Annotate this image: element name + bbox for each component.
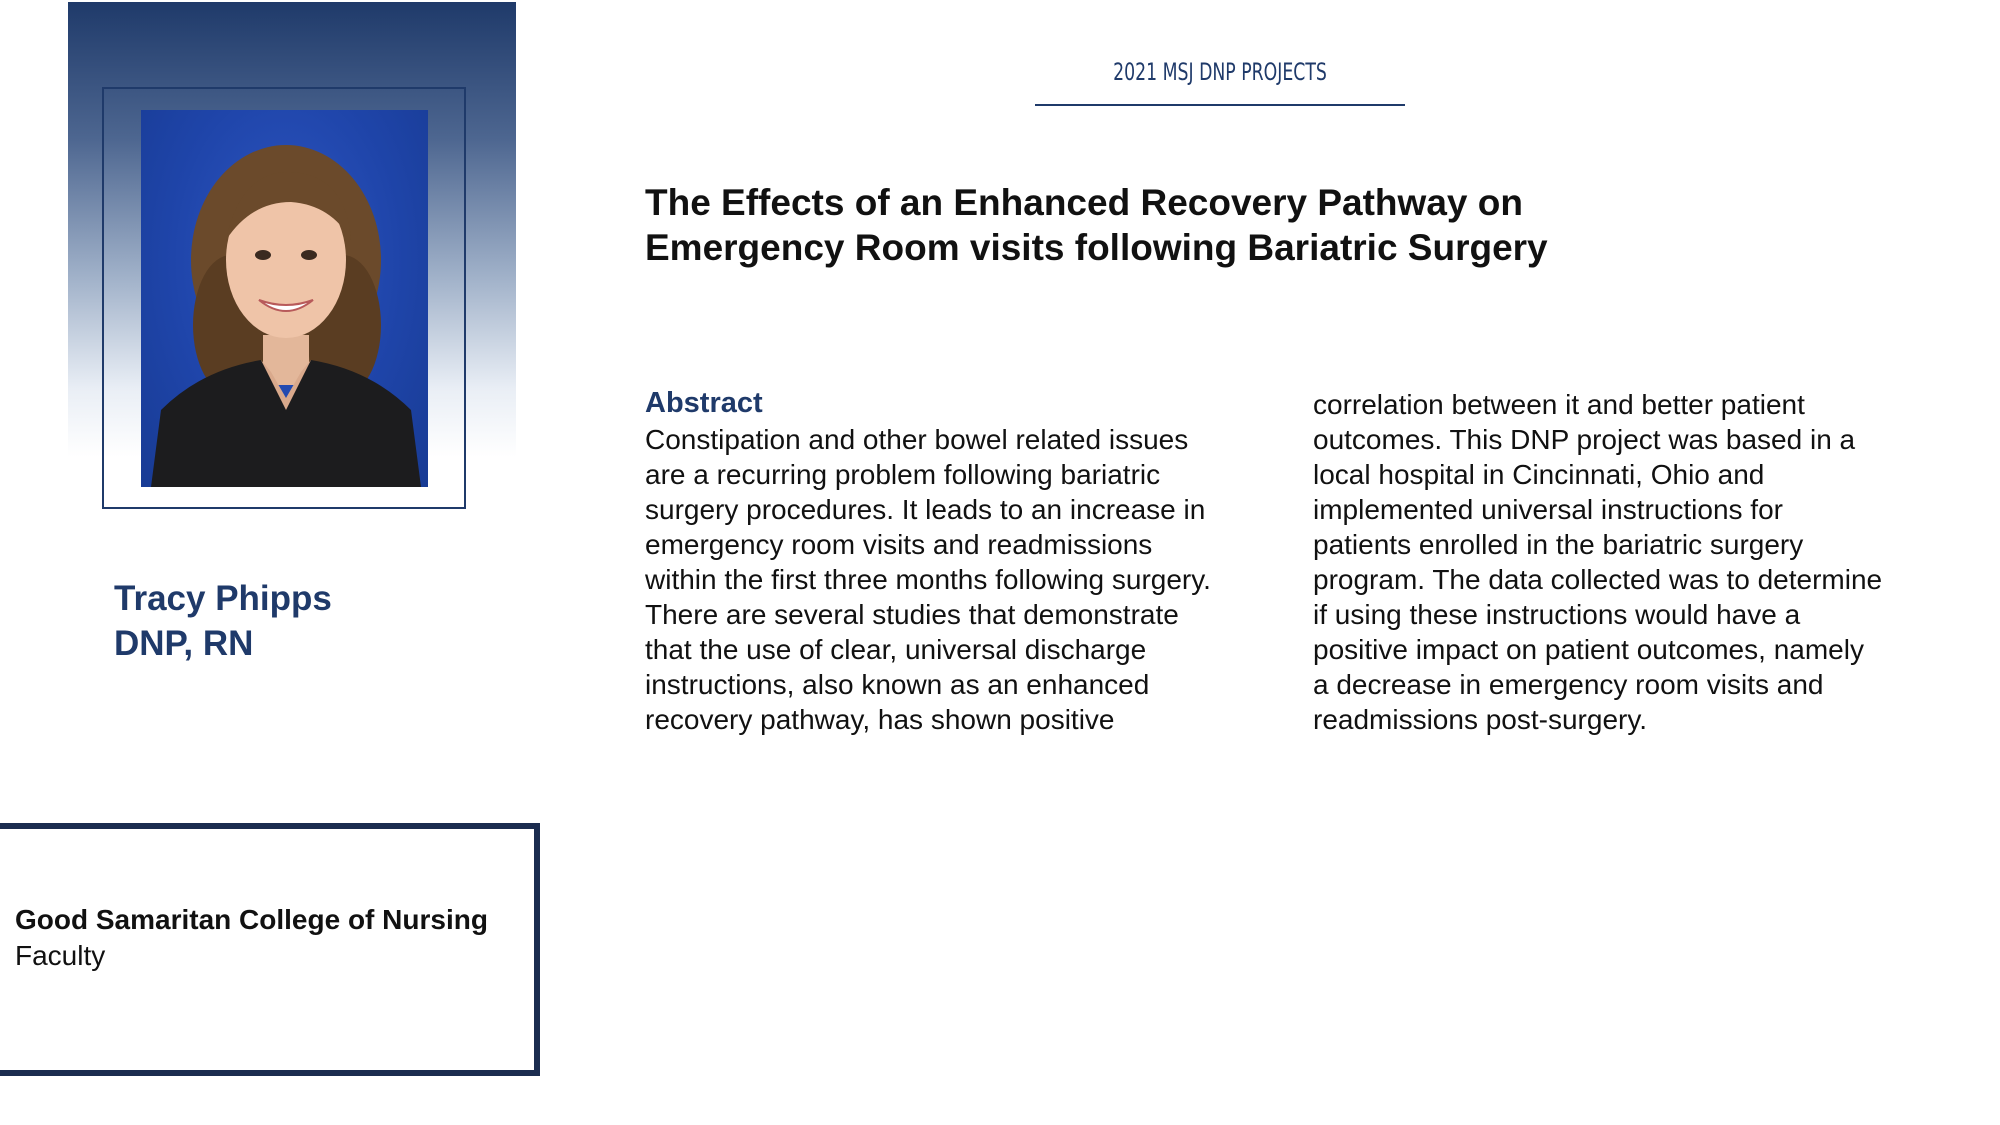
abstract-line: There are several studies that demonstrate [645,599,1179,630]
abstract-line: correlation between it and better patient [1313,389,1805,420]
header-label: 2021 MSJ DNP PROJECTS [1113,58,1327,86]
abstract-line: instructions, also known as an enhanced [645,669,1150,700]
abstract-line: outcomes. This DNP project was based in a [1313,424,1856,455]
project-title-line: Emergency Room visits following Bariatric Surgery [645,227,1548,268]
portrait-photo [141,110,428,487]
abstract-column-2 [1313,387,1882,737]
eye-right [301,250,317,260]
person-credentials: DNP, RN [114,624,254,663]
header-divider [1035,104,1405,106]
institution-role: Faculty [15,940,106,971]
abstract-line: surgery procedures. It leads to an increase in [645,494,1206,525]
person-name [114,576,332,666]
person-name-line: Tracy Phipps [114,579,332,618]
abstract-line: readmissions post-surgery. [1313,704,1648,735]
abstract-line: Constipation and other bowel related issues [645,424,1189,455]
abstract-line: that the use of clear, universal discharge [645,634,1147,665]
project-title-line: The Effects of an Enhanced Recovery Pathway on [645,182,1523,223]
abstract-line: implemented universal instructions for [1313,494,1783,525]
abstract-line: program. The data collected was to determine [1313,564,1883,595]
portrait-illustration [141,110,428,487]
institution-name: Good Samaritan College of Nursing [15,904,488,935]
abstract-line: patients enrolled in the bariatric surgery [1313,529,1804,560]
project-title [645,180,1845,270]
abstract-line: if using these instructions would have a [1313,599,1801,630]
abstract-column-1 [645,422,1211,737]
abstract-line: within the first three months following surgery. [645,564,1211,595]
abstract-line: are a recurring problem following bariatric [645,459,1161,490]
abstract-line: emergency room visits and readmissions [645,529,1153,560]
abstract-line: recovery pathway, has shown positive [645,704,1115,735]
abstract-line: a decrease in emergency room visits and [1313,669,1824,700]
eye-left [255,250,271,260]
abstract-heading: Abstract [645,387,763,419]
abstract-line: local hospital in Cincinnati, Ohio and [1313,459,1765,490]
abstract-line: positive impact on patient outcomes, namely [1313,634,1864,665]
